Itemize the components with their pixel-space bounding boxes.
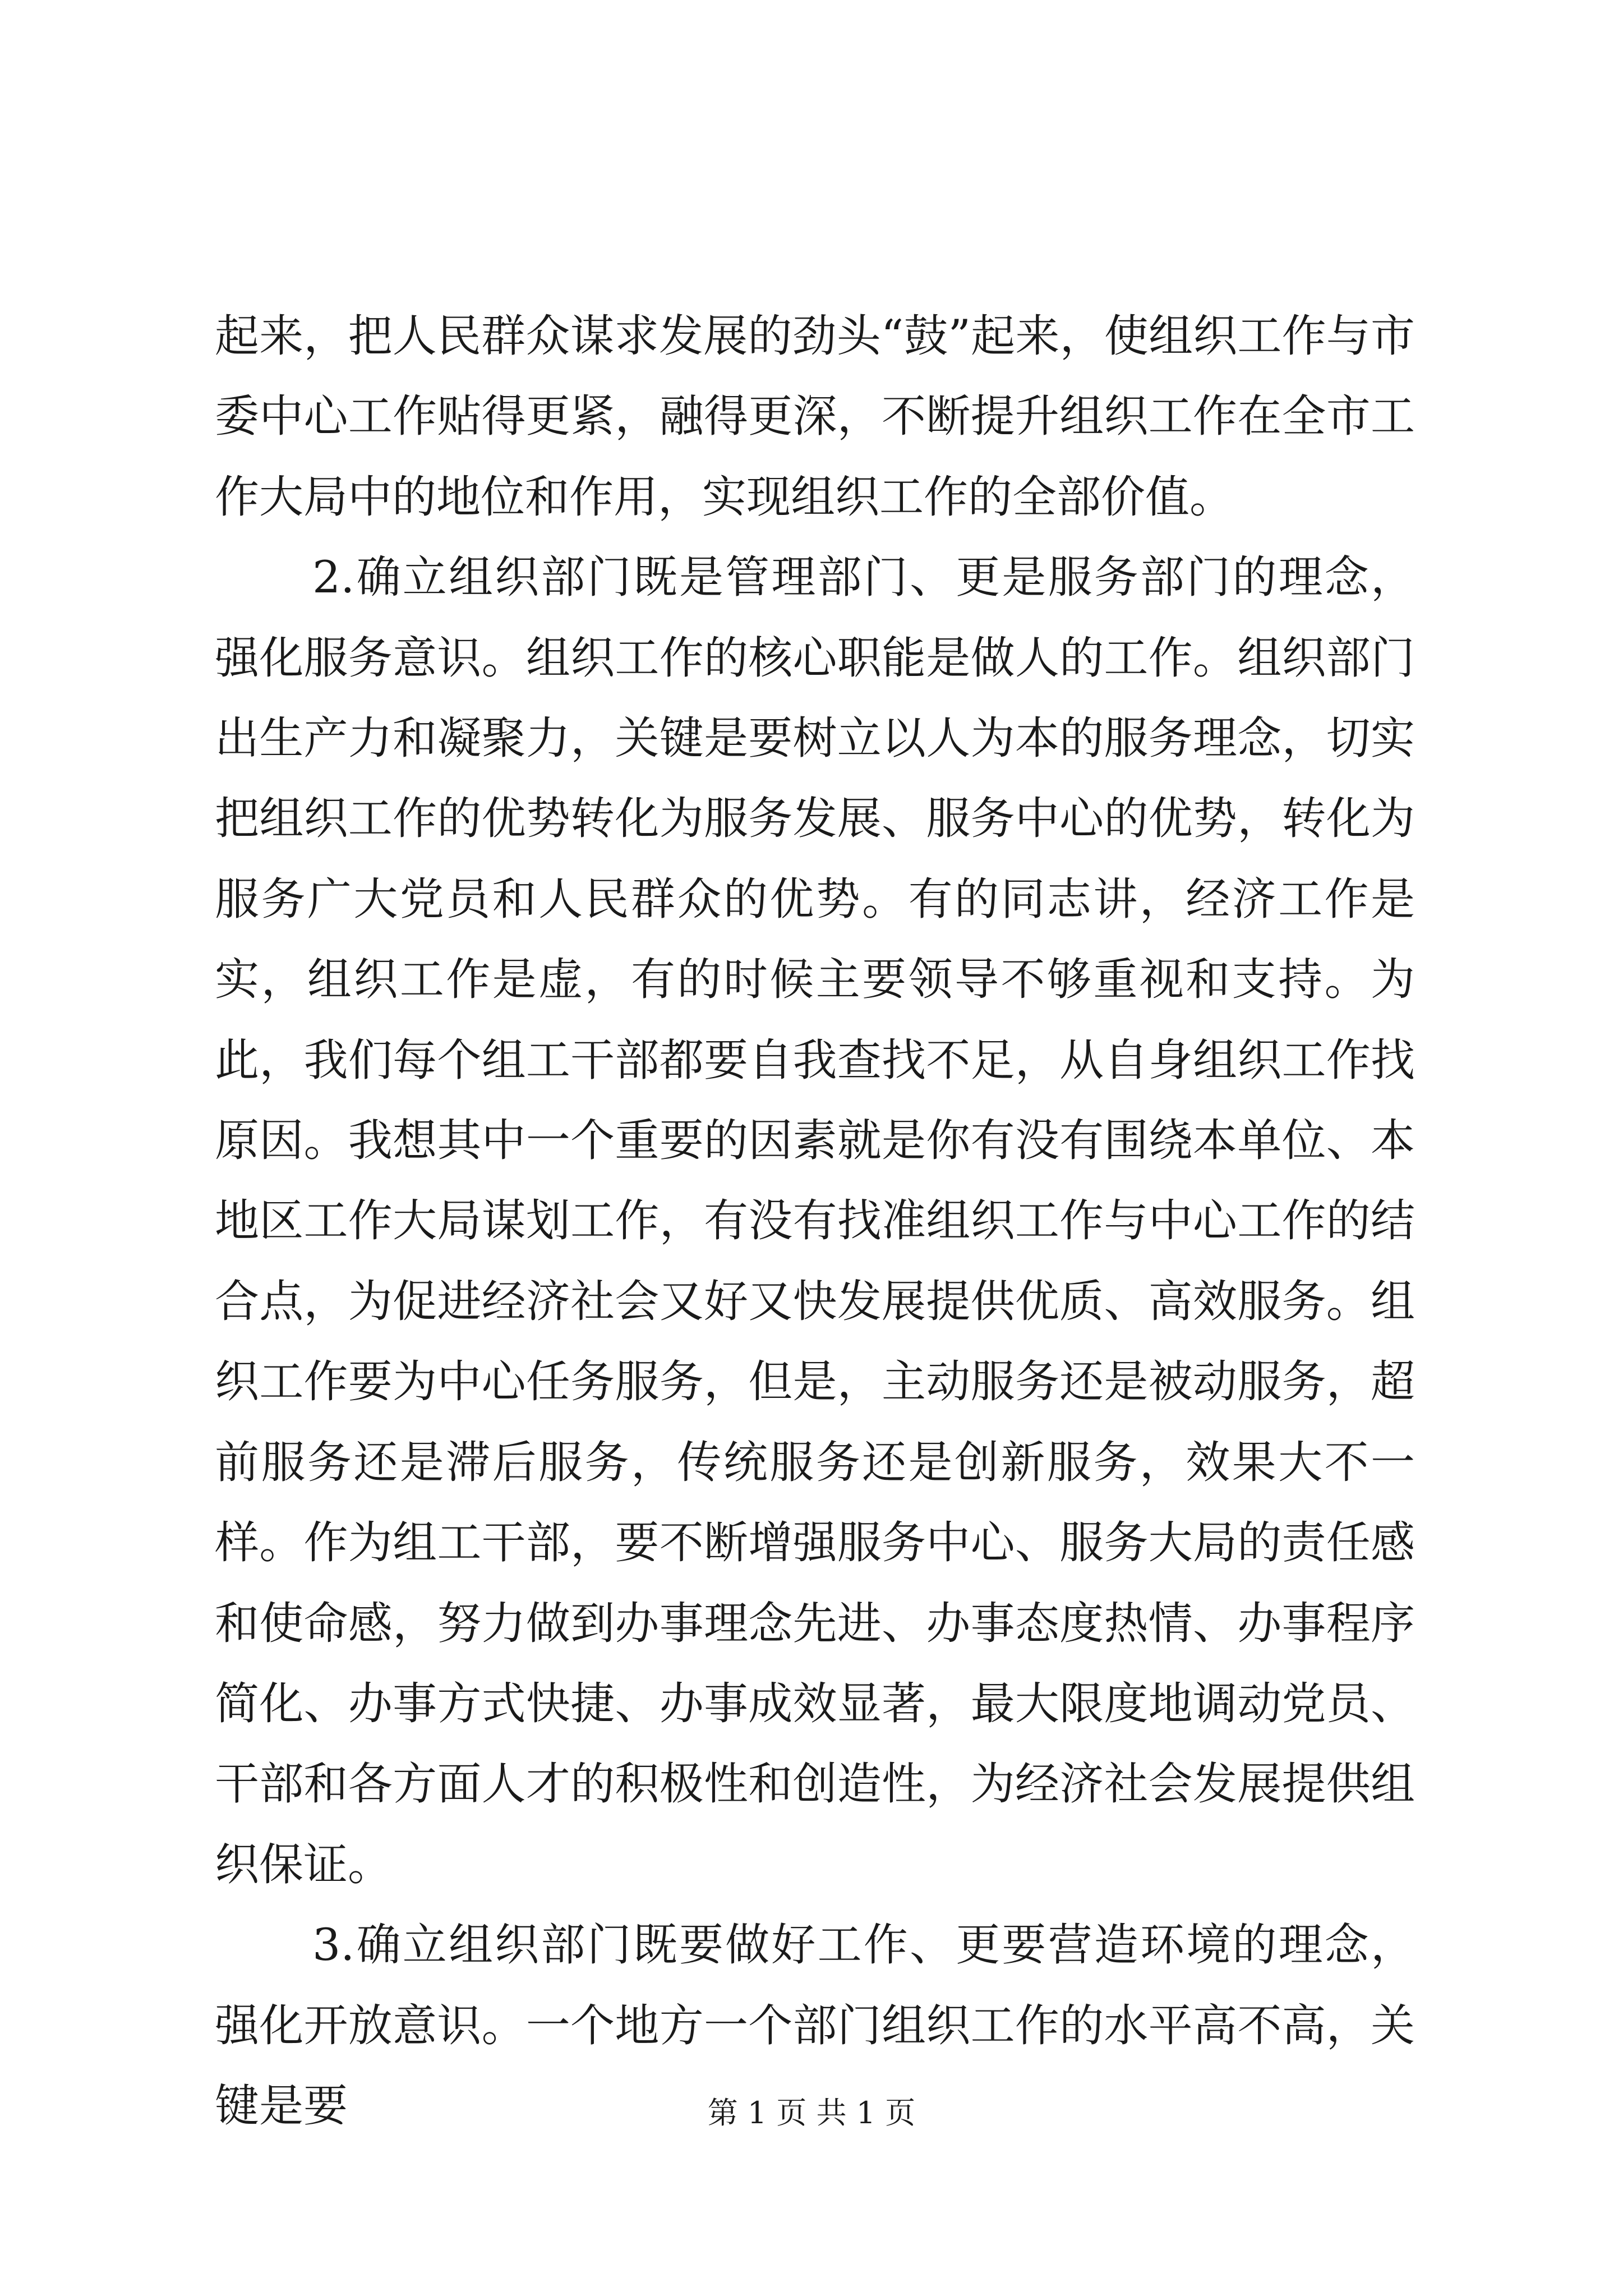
document-body bbox=[215, 296, 1415, 2146]
page-footer: 第 1 页 共 1 页 bbox=[707, 2095, 916, 2131]
paragraph-point-3: 3.确立组织部门既要做好工作、更要营造环境的理念，强化开放意识。一个地方一个部门组织工作的水平高不高，关键是要 bbox=[215, 1919, 1415, 2132]
paragraph-point-2: 2.确立组织部门既是管理部门、更是服务部门的理念，强化服务意识。组织工作的核心职能是做人的工作。组织部门出生产力和凝聚力，关键是要树立以人为本的服务理念，切实把组织工作的优势转化为服务发展、服务中心的优势，转化为服务广大党员和人民群众的优势。有的同志讲，经济工作是实，组织工作是虚，有的时候主要领导不够重视和支持。为此，我们每个组工干部都要自我查找不足，从自身组织工作找原因。我想其中一个重要的因素就是你有没有围绕本单位、本地区工作大局谋划工作，有没有找准组织工作与中心工作的结合点，为促进经济社会又好又快发展提供优质、高效服务。组织工作要为中心任务服务，但是，主动服务还是被动服务，超前服务还是滞后服务，传统服务还是创新服务，效果大不一样。作为组工干部，要不断增强服务中心、服务大局的责任感和使命感，努力做到办事理念先进、办事态度热情、办事程序简化、办事方式快捷、办事成效显著，最大限度地调动党员、干部和各方面人才的积极性和创造性，为经济社会发展提供组织保证。 bbox=[215, 551, 1415, 1890]
paragraph-continuation: 起来，把人民群众谋求发展的劲头“鼓”起来，使组织工作与市委中心工作贴得更紧，融得更深，不断提升组织工作在全市工作大局中的地位和作用，实现组织工作的全部价值。 bbox=[215, 310, 1415, 523]
